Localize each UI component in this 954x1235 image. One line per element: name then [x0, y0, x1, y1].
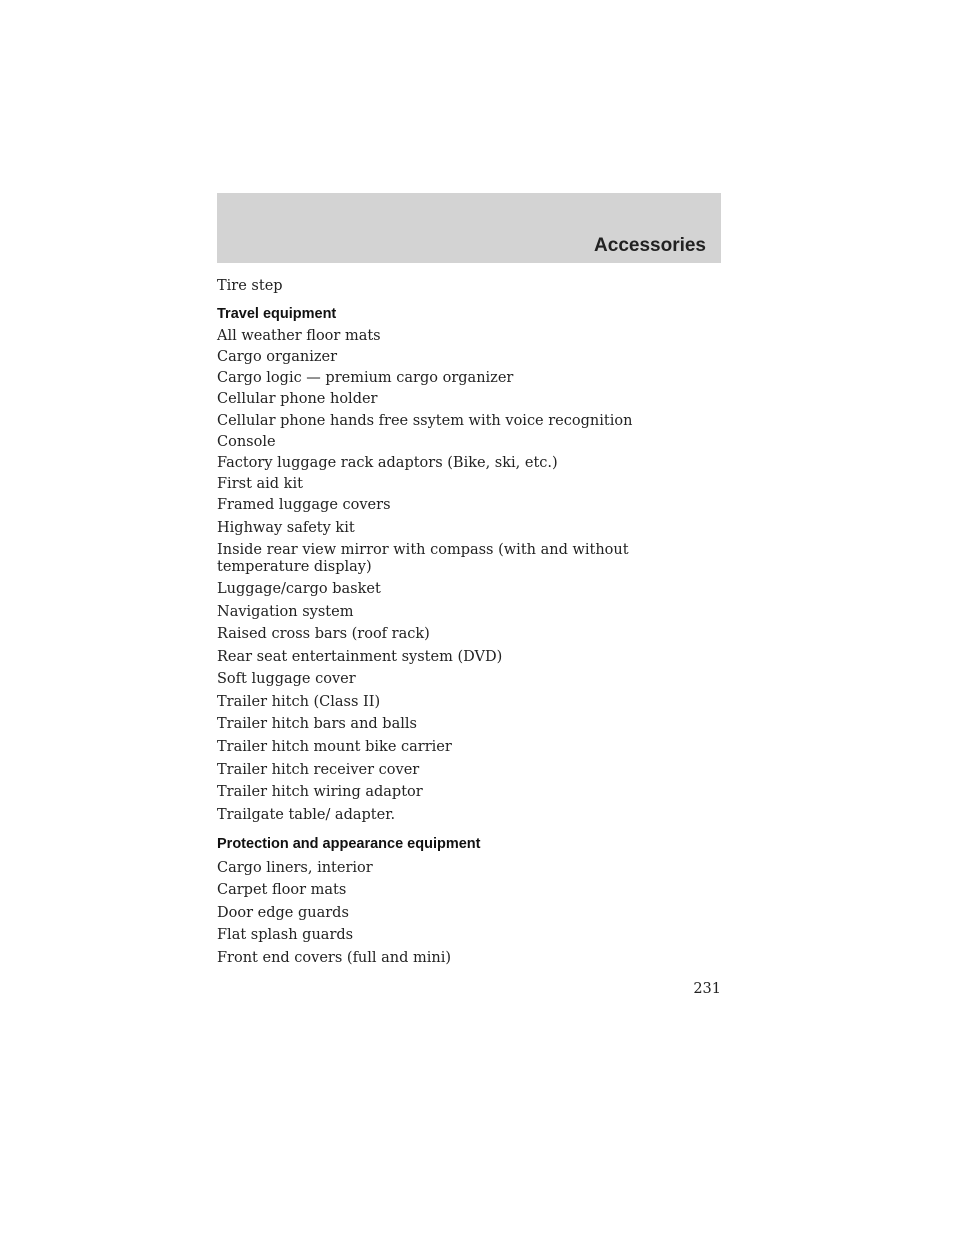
list-item: Trailgate table/ adapter.: [217, 807, 396, 823]
list-item: Cargo liners, interior: [217, 860, 373, 876]
chapter-title: Accessories: [594, 235, 706, 256]
list-item: Raised cross bars (roof rack): [217, 626, 430, 642]
section-heading-travel-equipment: Travel equipment: [217, 306, 337, 322]
list-item: Tire step: [217, 278, 283, 294]
chapter-header-band: [217, 193, 721, 263]
list-item: Highway safety kit: [217, 520, 355, 536]
page-number: 231: [693, 981, 721, 997]
list-item: Navigation system: [217, 604, 354, 620]
list-item: Rear seat entertainment system (DVD): [217, 649, 503, 665]
list-item: Trailer hitch receiver cover: [217, 762, 420, 778]
list-item: Door edge guards: [217, 905, 349, 921]
list-item: All weather floor mats: [217, 328, 381, 344]
list-item: Front end covers (full and mini): [217, 950, 452, 966]
list-item: Trailer hitch bars and balls: [217, 716, 417, 732]
list-item: Luggage/cargo basket: [217, 581, 381, 597]
list-item: Trailer hitch wiring adaptor: [217, 784, 423, 800]
list-item: Soft luggage cover: [217, 671, 356, 687]
list-item: Factory luggage rack adaptors (Bike, ski, etc.): [217, 455, 558, 471]
list-item: Cargo logic — premium cargo organizer: [217, 370, 514, 386]
list-item: Cellular phone hands free ssytem with voice recognition: [217, 413, 633, 429]
list-item: First aid kit: [217, 476, 303, 492]
list-item: Flat splash guards: [217, 927, 354, 943]
list-item: Trailer hitch (Class II): [217, 694, 381, 710]
list-item: Trailer hitch mount bike carrier: [217, 739, 452, 755]
list-item: Cargo organizer: [217, 349, 338, 365]
list-item: Framed luggage covers: [217, 497, 391, 513]
list-item: Console: [217, 434, 276, 450]
list-item: Cellular phone holder: [217, 391, 378, 407]
list-item: Carpet floor mats: [217, 882, 347, 898]
section-heading-protection-and-appearance-equipment: Protection and appearance equipment: [217, 836, 481, 852]
list-item: Inside rear view mirror with compass (with and without temperature display): [217, 542, 629, 575]
